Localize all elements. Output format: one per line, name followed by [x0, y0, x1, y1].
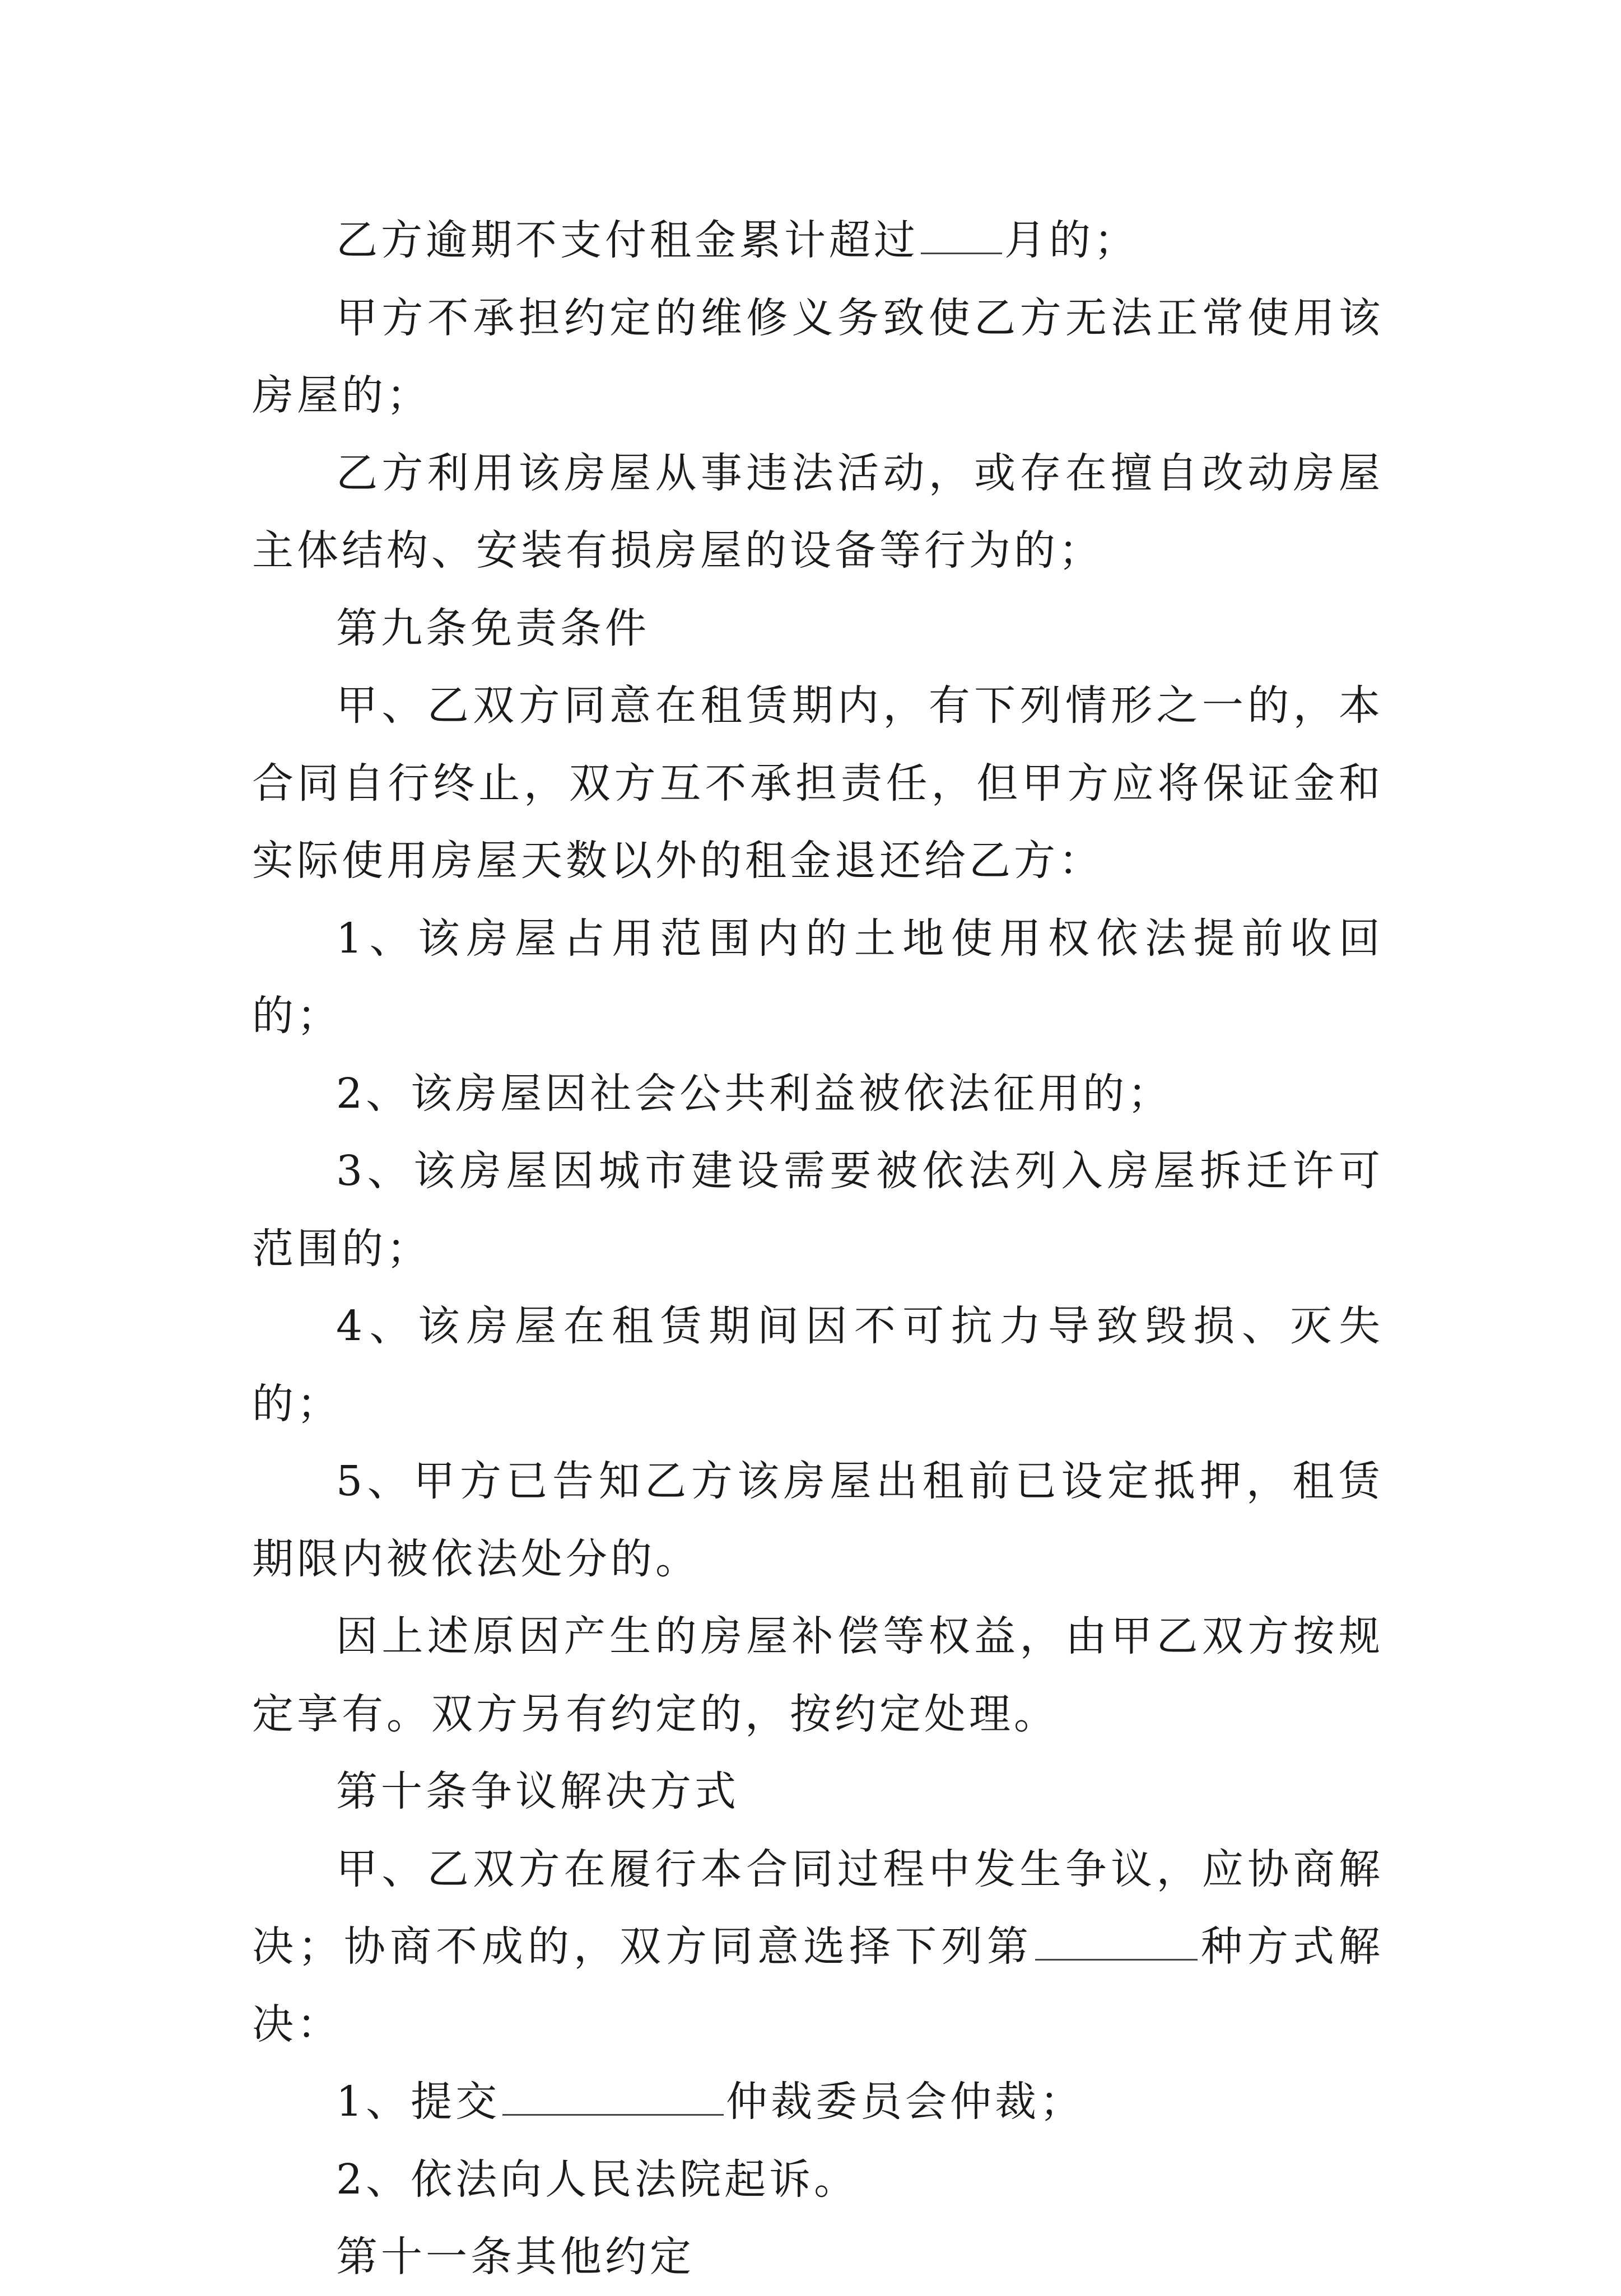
paragraph-dispute-resolution [252, 1831, 1384, 2064]
list-item-arbitration [252, 2063, 1384, 2141]
list-item-5: 5、甲方已告知乙方该房屋出租前已设定抵押，租赁期限内被依法处分的。 [252, 1457, 1384, 1583]
list-item-litigation: 2、依法向人民法院起诉。 [336, 2155, 859, 2204]
paragraph-text: 乙方逾期不支付租金累计超过 [336, 216, 919, 264]
paragraph-text: 1、提交 [336, 2078, 501, 2126]
blank-field-months [921, 213, 1002, 254]
heading-article-10: 第十条争议解决方式 [336, 1767, 739, 1816]
paragraph-compensation: 因上述原因产生的房屋补偿等权益，由甲乙双方按规定享有。双方另有约定的，按约定处理。 [252, 1612, 1384, 1738]
paragraph-illegal-use: 乙方利用该房屋从事违法活动，或存在擅自改动房屋主体结构、安装有损房屋的设备等行为的； [252, 449, 1384, 575]
paragraph-text: 种方式解决： [252, 1922, 1384, 2048]
blank-field-method [1035, 1920, 1198, 1961]
list-item-4: 4、该房屋在租赁期间因不可抗力导致毁损、灭失的； [252, 1302, 1384, 1428]
paragraph-text: 甲、乙双方在履行本合同过程中发生争议，应协商解决；协商不成的，双方同意选择下列第 [252, 1845, 1384, 1971]
paragraph-termination-conditions: 甲、乙双方同意在租赁期内，有下列情形之一的，本合同自行终止，双方互不承担责任，但甲方应将保证金和实际使用房屋天数以外的租金退还给乙方： [252, 682, 1384, 885]
paragraph-text: 月的； [1004, 216, 1139, 264]
list-item-1: 1、该房屋占用范围内的土地使用权依法提前收回的； [252, 914, 1384, 1040]
heading-article-11: 第十一条其他约定 [336, 2233, 695, 2281]
paragraph-text: 仲裁委员会仲裁； [726, 2078, 1085, 2126]
blank-field-arbitration-committee [502, 2075, 724, 2116]
heading-article-9: 第九条免责条件 [336, 604, 650, 652]
list-item-3: 3、该房屋因城市建设需要被依法列入房屋拆迁许可范围的； [252, 1147, 1384, 1273]
list-item-2: 2、该房屋因社会公共利益被依法征用的； [336, 1069, 1173, 1118]
paragraph-repair-obligation: 甲方不承担约定的维修义务致使乙方无法正常使用该房屋的； [252, 293, 1384, 419]
paragraph-overdue-rent [252, 202, 1384, 279]
document-body [252, 202, 1384, 2296]
